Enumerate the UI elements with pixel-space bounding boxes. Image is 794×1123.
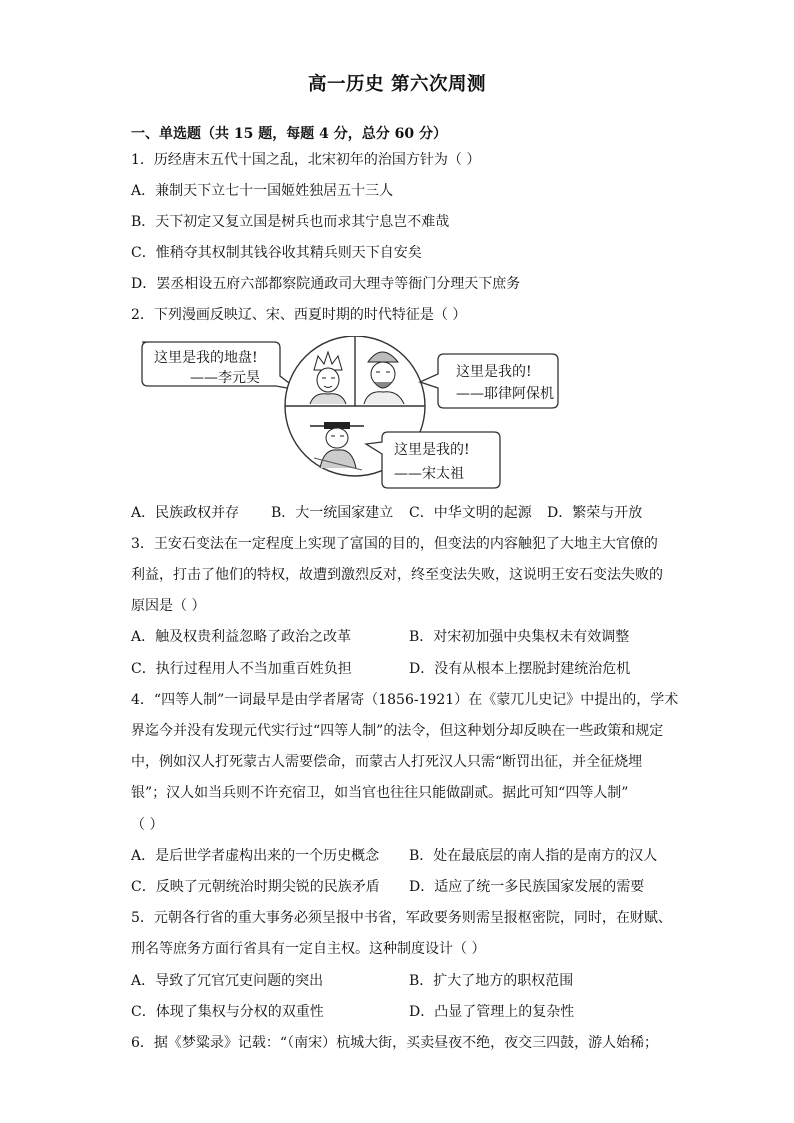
speech-bubble-2 [420, 354, 558, 408]
q2-stem: 2．下列漫画反映辽、宋、西夏时期的时代特征是（ ） [131, 307, 467, 323]
q4-stem-line-3: 中，例如汉人打死蒙古人需要偿命，而蒙古人打死汉人只需“断罚出征，并全征烧埋 [131, 754, 643, 770]
q4-option-d: D．适应了统一多民族国家发展的需要 [409, 879, 645, 895]
q2-option-d: D．繁荣与开放 [547, 505, 643, 521]
q1-stem: 1．历经唐末五代十国之乱，北宋初年的治国方针为（ ） [131, 152, 481, 168]
q3-option-c: C．执行过程用人不当加重百姓负担 [131, 661, 352, 677]
speech-bubble-1 [142, 342, 298, 390]
q2-option-a: A．民族政权并存 [131, 505, 240, 521]
q3-option-b: B．对宋初加强中央集权未有效调整 [409, 629, 630, 645]
q4-option-b: B．处在最底层的南人指的是南方的汉人 [409, 848, 658, 864]
q4-stem-line-2: 界迄今并没有发现元代实行过“四等人制”的法令，但这种划分却反映在一些政策和规定 [131, 723, 664, 739]
q4-option-c: C．反映了元朝统治时期尖锐的民族矛盾 [131, 879, 380, 895]
q1-option-a: A．兼制天下立七十一国姬姓独居五十三人 [131, 183, 394, 199]
bubble2-quote: 这里是我的! [456, 364, 532, 380]
q5-stem-line-2: 刑名等庶务方面行省具有一定自主权。这种制度设计（ ） [131, 941, 486, 957]
q5-option-c: C．体现了集权与分权的双重性 [131, 1004, 324, 1020]
q3-option-d: D．没有从根本上摆脱封建统治危机 [409, 661, 631, 677]
bubble1-author: ——李元昊 [190, 370, 260, 386]
q4-option-a: A．是后世学者虚构出来的一个历史概念 [131, 848, 380, 864]
q1-option-b: B．天下初定又复立国是树兵也而求其宁息岂不难哉 [131, 214, 450, 230]
q5-option-b: B．扩大了地方的职权范围 [409, 973, 574, 989]
q5-option-a: A．导致了冗官冗吏问题的突出 [131, 973, 324, 989]
q6-stem-line-1: 6．据《梦粱录》记载：“（南宋）杭城大街，买卖昼夜不绝，夜交三四鼓，游人始稀； [131, 1035, 659, 1051]
q1-option-d: D．罢丞相设五府六部都察院通政司大理寺等衙门分理天下庶务 [131, 276, 521, 292]
speech-bubble-3 [366, 432, 500, 488]
q3-option-a: A．触及权贵利益忽略了政治之改革 [131, 629, 352, 645]
q2-option-b: B．大一统国家建立 [271, 505, 394, 521]
q1-option-c: C．惟稍夺其权制其钱谷收其精兵则天下自安矣 [131, 245, 422, 261]
bubble3-author: ——宋太祖 [394, 466, 464, 482]
bubble3-quote: 这里是我的! [394, 442, 470, 458]
q4-stem-line-4: 银”；汉人如当兵则不许充宿卫，如当官也往往只能做副贰。据此可知“四等人制” [131, 785, 629, 801]
bubble2-author: ——耶律阿保机 [456, 386, 554, 402]
section-heading: 一、单选题（共 15 题，每题 4 分，总分 60 分） [131, 126, 447, 142]
bubble1-quote: 这里是我的地盘! [154, 350, 258, 366]
q3-stem-line-1: 3．王安石变法在一定程度上实现了富国的目的，但变法的内容触犯了大地主大官僚的 [131, 536, 658, 552]
cartoon-illustration [138, 336, 658, 496]
q5-stem-line-1: 5．元朝各行省的重大事务必须呈报中书省，军政要务则需呈报枢密院，同时，在财赋、 [131, 910, 672, 926]
q5-option-d: D．凸显了管理上的复杂性 [409, 1004, 575, 1020]
q3-stem-line-2: 利益，打击了他们的特权，故遭到激烈反对，终至变法失败，这说明王安石变法失败的 [131, 567, 663, 583]
q4-stem-line-5: （ ） [131, 817, 164, 833]
page-title: 高一历史 第六次周测 [308, 74, 486, 95]
q3-stem-line-3: 原因是（ ） [131, 598, 206, 614]
q4-stem-line-1: 4．“四等人制”一词最早是由学者屠寄（1856-1921）在《蒙兀儿史记》中提出的，学术 [131, 692, 679, 708]
q2-option-c: C．中华文明的起源 [409, 505, 532, 521]
